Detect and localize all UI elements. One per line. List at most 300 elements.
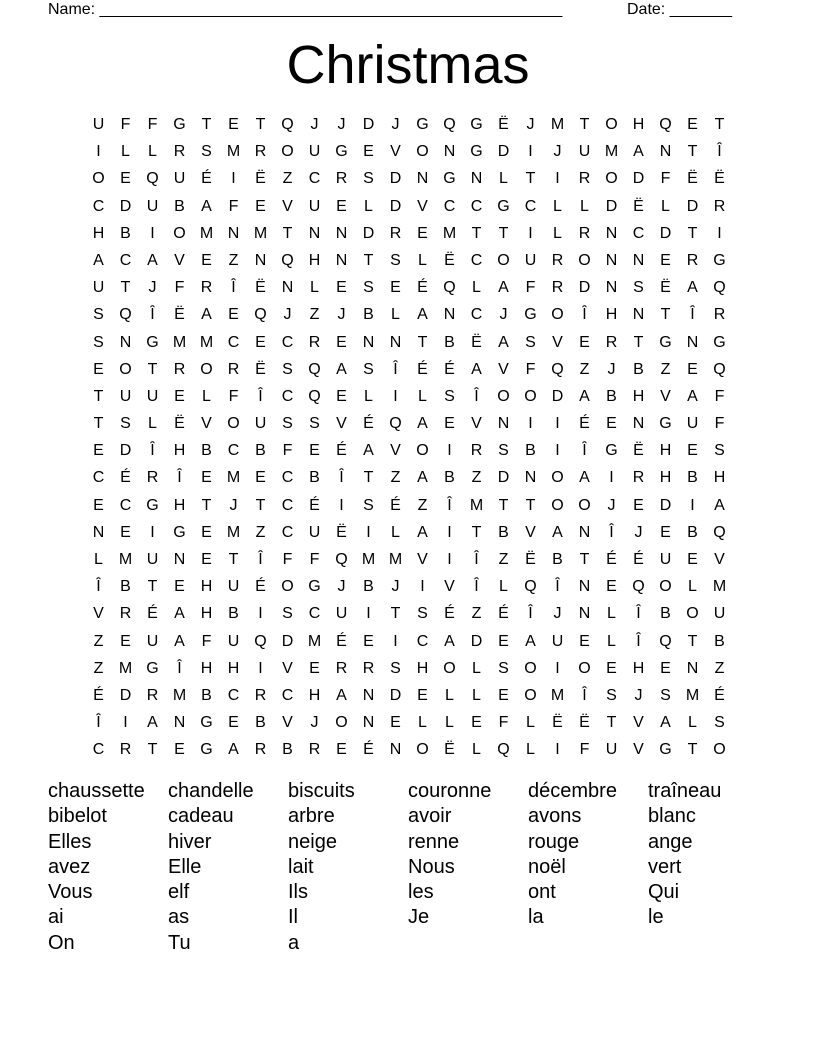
grid-letter[interactable]: F [201, 632, 212, 650]
grid-letter[interactable]: A [417, 415, 428, 433]
grid-letter[interactable]: L [499, 578, 508, 596]
grid-letter[interactable]: L [526, 741, 535, 759]
grid-letter[interactable]: I [339, 496, 344, 514]
grid-letter[interactable]: E [660, 251, 671, 269]
grid-letter[interactable]: O [416, 442, 429, 460]
grid-letter[interactable]: J [148, 279, 157, 297]
grid-letter[interactable]: B [498, 523, 509, 541]
grid-letter[interactable]: S [282, 605, 293, 623]
grid-letter[interactable]: G [335, 143, 348, 161]
grid-letter[interactable]: A [471, 360, 482, 378]
grid-letter[interactable]: I [447, 551, 452, 568]
grid-letter[interactable]: B [201, 442, 212, 460]
grid-letter[interactable]: B [282, 741, 293, 759]
grid-letter[interactable]: M [226, 469, 241, 487]
grid-letter[interactable]: É [498, 605, 509, 623]
grid-letter[interactable]: É [120, 469, 131, 487]
grid-letter[interactable]: D [659, 224, 672, 242]
grid-letter[interactable]: I [528, 224, 533, 242]
grid-letter[interactable]: S [309, 415, 320, 433]
grid-letter[interactable]: E [363, 143, 374, 161]
grid-letter[interactable]: Î [393, 360, 398, 378]
grid-letter[interactable]: L [148, 415, 157, 433]
grid-letter[interactable]: Z [714, 659, 725, 677]
grid-letter[interactable]: N [470, 170, 483, 188]
grid-letter[interactable]: G [200, 741, 213, 759]
grid-letter[interactable]: E [444, 415, 455, 433]
grid-letter[interactable]: R [686, 251, 699, 269]
grid-letter[interactable]: O [578, 496, 591, 514]
grid-letter[interactable]: Q [443, 279, 456, 297]
grid-letter[interactable]: E [201, 469, 212, 487]
grid-letter[interactable]: D [119, 197, 132, 215]
grid-letter[interactable]: Q [281, 116, 294, 133]
grid-letter[interactable]: S [282, 415, 293, 433]
grid-letter[interactable]: A [525, 632, 536, 650]
grid-letter[interactable]: I [258, 659, 263, 677]
grid-letter[interactable]: V [471, 415, 482, 433]
grid-letter[interactable]: Z [309, 306, 320, 324]
grid-letter[interactable]: G [470, 116, 483, 133]
grid-letter[interactable]: A [714, 496, 725, 514]
grid-letter[interactable]: I [555, 659, 560, 677]
grid-letter[interactable]: T [93, 415, 104, 433]
grid-letter[interactable]: V [552, 333, 563, 351]
grid-letter[interactable]: U [686, 415, 699, 433]
grid-letter[interactable]: I [690, 496, 695, 514]
grid-letter[interactable]: V [201, 415, 212, 433]
grid-letter[interactable]: E [390, 714, 401, 732]
grid-letter[interactable]: B [174, 197, 185, 215]
grid-letter[interactable]: Q [119, 306, 132, 324]
grid-letter[interactable]: E [309, 659, 320, 677]
grid-letter[interactable]: C [227, 686, 240, 704]
grid-letter[interactable]: Q [281, 251, 294, 269]
grid-letter[interactable]: E [174, 741, 185, 759]
grid-letter[interactable]: V [633, 714, 644, 732]
grid-letter[interactable]: Z [498, 551, 509, 568]
grid-letter[interactable]: U [713, 605, 726, 623]
grid-letter[interactable]: A [93, 251, 104, 269]
grid-letter[interactable]: T [579, 116, 590, 133]
grid-letter[interactable]: U [146, 387, 159, 405]
grid-letter[interactable]: N [605, 279, 618, 297]
grid-letter[interactable]: E [471, 714, 482, 732]
grid-letter[interactable]: N [686, 659, 699, 677]
grid-letter[interactable]: J [337, 306, 346, 324]
grid-letter[interactable]: Ë [444, 741, 455, 759]
grid-letter[interactable]: O [200, 360, 213, 378]
grid-letter[interactable]: B [201, 686, 212, 704]
grid-letter[interactable]: I [231, 170, 236, 188]
grid-letter[interactable]: Q [632, 578, 645, 596]
grid-letter[interactable]: R [389, 224, 402, 242]
grid-letter[interactable]: H [605, 306, 618, 324]
grid-letter[interactable]: A [417, 469, 428, 487]
grid-letter[interactable]: T [525, 496, 536, 514]
grid-letter[interactable]: N [443, 143, 456, 161]
grid-letter[interactable]: A [174, 605, 185, 623]
grid-letter[interactable]: B [660, 605, 671, 623]
grid-letter[interactable]: Z [471, 469, 482, 487]
grid-letter[interactable]: S [417, 605, 428, 623]
grid-letter[interactable]: I [393, 632, 398, 650]
grid-letter[interactable]: E [363, 632, 374, 650]
grid-letter[interactable]: N [659, 143, 672, 161]
grid-letter[interactable]: S [633, 279, 644, 297]
grid-letter[interactable]: R [470, 442, 483, 460]
grid-letter[interactable]: M [253, 224, 268, 242]
grid-letter[interactable]: E [336, 333, 347, 351]
grid-letter[interactable]: N [443, 306, 456, 324]
grid-letter[interactable]: L [418, 251, 427, 269]
grid-letter[interactable]: B [606, 387, 617, 405]
grid-letter[interactable]: U [254, 415, 267, 433]
grid-letter[interactable]: O [119, 360, 132, 378]
grid-letter[interactable]: O [578, 251, 591, 269]
grid-letter[interactable]: V [174, 251, 185, 269]
grid-letter[interactable]: C [308, 170, 321, 188]
grid-letter[interactable]: G [524, 306, 537, 324]
grid-letter[interactable]: L [121, 143, 130, 161]
grid-letter[interactable]: Ë [471, 333, 482, 351]
grid-letter[interactable]: N [416, 170, 429, 188]
grid-letter[interactable]: D [470, 632, 483, 650]
grid-letter[interactable]: D [389, 170, 402, 188]
grid-letter[interactable]: T [390, 605, 401, 623]
grid-letter[interactable]: O [524, 659, 537, 677]
grid-letter[interactable]: I [366, 605, 371, 623]
grid-letter[interactable]: Î [690, 306, 695, 324]
grid-letter[interactable]: U [659, 551, 672, 568]
grid-letter[interactable]: H [200, 578, 213, 596]
grid-letter[interactable]: V [633, 741, 644, 759]
grid-letter[interactable]: E [336, 197, 347, 215]
grid-letter[interactable]: S [390, 659, 401, 677]
grid-letter[interactable]: E [174, 387, 185, 405]
grid-letter[interactable]: J [499, 306, 508, 324]
grid-letter[interactable]: E [660, 523, 671, 541]
grid-letter[interactable]: L [94, 551, 103, 568]
grid-letter[interactable]: E [201, 251, 212, 269]
grid-letter[interactable]: E [606, 659, 617, 677]
grid-letter[interactable]: E [228, 306, 239, 324]
grid-letter[interactable]: É [579, 415, 590, 433]
grid-letter[interactable]: Ë [498, 116, 509, 133]
grid-letter[interactable]: U [605, 741, 618, 759]
grid-letter[interactable]: L [418, 714, 427, 732]
grid-letter[interactable]: F [282, 442, 293, 460]
grid-letter[interactable]: É [363, 415, 374, 433]
grid-letter[interactable]: E [255, 333, 266, 351]
grid-letter[interactable]: Î [339, 469, 344, 487]
grid-letter[interactable]: C [281, 469, 294, 487]
grid-letter[interactable]: Q [443, 116, 456, 133]
grid-letter[interactable]: F [579, 741, 590, 759]
grid-letter[interactable]: H [173, 496, 186, 514]
grid-letter[interactable]: Q [146, 170, 159, 188]
grid-letter[interactable]: T [579, 551, 590, 568]
grid-letter[interactable]: O [497, 251, 510, 269]
grid-letter[interactable]: A [201, 197, 212, 215]
grid-letter[interactable]: H [632, 387, 645, 405]
grid-letter[interactable]: É [147, 605, 158, 623]
grid-letter[interactable]: N [578, 578, 591, 596]
grid-letter[interactable]: G [443, 170, 456, 188]
grid-letter[interactable]: R [254, 143, 267, 161]
grid-letter[interactable]: H [227, 659, 240, 677]
grid-letter[interactable]: M [712, 578, 727, 596]
grid-letter[interactable]: O [281, 578, 294, 596]
grid-letter[interactable]: Î [636, 632, 641, 650]
grid-letter[interactable]: T [147, 360, 158, 378]
grid-letter[interactable]: U [308, 523, 321, 541]
grid-letter[interactable]: L [553, 197, 562, 215]
grid-letter[interactable]: V [498, 360, 509, 378]
grid-letter[interactable]: D [551, 387, 564, 405]
grid-letter[interactable]: Î [555, 578, 560, 596]
grid-letter[interactable]: L [364, 197, 373, 215]
grid-letter[interactable]: Ë [687, 170, 698, 188]
grid-letter[interactable]: Q [524, 578, 537, 596]
grid-letter[interactable]: B [228, 605, 239, 623]
grid-letter[interactable]: Ë [660, 279, 671, 297]
grid-letter[interactable]: Î [96, 714, 101, 732]
grid-letter[interactable]: L [472, 659, 481, 677]
grid-letter[interactable]: D [686, 197, 699, 215]
grid-letter[interactable]: É [444, 360, 455, 378]
grid-letter[interactable]: B [255, 442, 266, 460]
grid-letter[interactable]: Î [609, 523, 614, 541]
grid-letter[interactable]: C [227, 442, 240, 460]
grid-letter[interactable]: E [336, 387, 347, 405]
grid-letter[interactable]: A [444, 632, 455, 650]
grid-letter[interactable]: M [226, 143, 241, 161]
grid-letter[interactable]: L [661, 197, 670, 215]
grid-letter[interactable]: E [390, 279, 401, 297]
grid-letter[interactable]: C [281, 496, 294, 514]
grid-letter[interactable]: V [282, 714, 293, 732]
grid-letter[interactable]: S [525, 333, 536, 351]
grid-letter[interactable]: Î [582, 442, 587, 460]
grid-letter[interactable]: J [607, 496, 616, 514]
grid-letter[interactable]: Z [471, 605, 482, 623]
grid-letter[interactable]: C [281, 686, 294, 704]
grid-letter[interactable]: S [363, 279, 374, 297]
grid-letter[interactable]: H [632, 116, 645, 133]
grid-letter[interactable]: Ë [174, 415, 185, 433]
grid-letter[interactable]: Î [582, 306, 587, 324]
grid-letter[interactable]: G [146, 496, 159, 514]
grid-letter[interactable]: C [443, 197, 456, 215]
grid-letter[interactable]: N [281, 279, 294, 297]
grid-letter[interactable]: M [361, 551, 376, 568]
grid-letter[interactable]: D [389, 197, 402, 215]
grid-letter[interactable]: V [390, 143, 401, 161]
grid-letter[interactable]: Î [474, 551, 479, 568]
grid-letter[interactable]: E [201, 523, 212, 541]
grid-letter[interactable]: R [308, 333, 321, 351]
grid-letter[interactable]: E [228, 116, 239, 133]
grid-letter[interactable]: E [579, 333, 590, 351]
grid-letter[interactable]: Ë [255, 170, 266, 188]
grid-letter[interactable]: E [498, 686, 509, 704]
grid-letter[interactable]: O [551, 306, 564, 324]
grid-letter[interactable]: L [607, 632, 616, 650]
grid-letter[interactable]: I [447, 442, 452, 460]
grid-letter[interactable]: G [173, 523, 186, 541]
grid-letter[interactable]: T [417, 333, 428, 351]
grid-letter[interactable]: Î [717, 143, 722, 161]
grid-letter[interactable]: R [632, 469, 645, 487]
grid-letter[interactable]: I [528, 143, 533, 161]
grid-letter[interactable]: L [526, 714, 535, 732]
grid-letter[interactable]: Q [659, 632, 672, 650]
grid-letter[interactable]: J [283, 306, 292, 324]
grid-letter[interactable]: V [444, 578, 455, 596]
grid-letter[interactable]: É [255, 578, 266, 596]
grid-letter[interactable]: N [173, 551, 186, 568]
grid-letter[interactable]: F [147, 116, 158, 133]
grid-letter[interactable]: S [498, 659, 509, 677]
grid-letter[interactable]: I [717, 224, 722, 242]
grid-letter[interactable]: V [660, 387, 671, 405]
grid-letter[interactable]: Ë [174, 306, 185, 324]
grid-letter[interactable]: H [308, 686, 321, 704]
grid-letter[interactable]: T [687, 741, 698, 759]
grid-letter[interactable]: G [173, 116, 186, 133]
grid-letter[interactable]: Ë [336, 523, 347, 541]
grid-letter[interactable]: I [420, 578, 425, 596]
grid-letter[interactable]: R [146, 469, 159, 487]
grid-letter[interactable]: B [552, 551, 563, 568]
grid-letter[interactable]: É [363, 741, 374, 759]
grid-letter[interactable]: Q [659, 116, 672, 133]
grid-letter[interactable]: M [604, 143, 619, 161]
grid-letter[interactable]: N [524, 469, 537, 487]
grid-letter[interactable]: H [659, 469, 672, 487]
grid-letter[interactable]: S [606, 686, 617, 704]
grid-letter[interactable]: U [146, 197, 159, 215]
grid-letter[interactable]: E [93, 360, 104, 378]
grid-letter[interactable]: F [120, 116, 131, 133]
grid-letter[interactable]: N [605, 251, 618, 269]
grid-letter[interactable]: T [687, 224, 698, 242]
grid-letter[interactable]: B [120, 578, 131, 596]
grid-letter[interactable]: J [337, 116, 346, 133]
grid-letter[interactable]: U [335, 605, 348, 623]
grid-letter[interactable]: S [282, 360, 293, 378]
grid-letter[interactable]: L [688, 714, 697, 732]
grid-letter[interactable]: Z [228, 251, 239, 269]
grid-letter[interactable]: N [92, 523, 105, 541]
grid-letter[interactable]: E [687, 442, 698, 460]
grid-letter[interactable]: L [391, 306, 400, 324]
grid-letter[interactable]: V [282, 659, 293, 677]
grid-letter[interactable]: E [417, 686, 428, 704]
grid-letter[interactable]: E [120, 170, 131, 188]
grid-letter[interactable]: M [199, 333, 214, 351]
grid-letter[interactable]: D [362, 116, 375, 133]
grid-letter[interactable]: G [605, 442, 618, 460]
grid-letter[interactable]: A [336, 360, 347, 378]
grid-letter[interactable]: S [201, 143, 212, 161]
grid-letter[interactable]: Ë [633, 197, 644, 215]
grid-letter[interactable]: É [201, 170, 212, 188]
grid-letter[interactable]: T [687, 143, 698, 161]
grid-letter[interactable]: Ë [255, 279, 266, 297]
grid-letter[interactable]: G [200, 714, 213, 732]
grid-letter[interactable]: É [336, 632, 347, 650]
grid-letter[interactable]: R [119, 605, 132, 623]
grid-letter[interactable]: N [686, 333, 699, 351]
grid-letter[interactable]: V [390, 442, 401, 460]
grid-letter[interactable]: D [632, 170, 645, 188]
grid-letter[interactable]: I [528, 415, 533, 433]
grid-letter[interactable]: A [228, 741, 239, 759]
grid-letter[interactable]: N [632, 306, 645, 324]
grid-letter[interactable]: I [447, 523, 452, 541]
grid-letter[interactable]: T [633, 333, 644, 351]
grid-letter[interactable]: N [497, 415, 510, 433]
grid-letter[interactable]: U [524, 251, 537, 269]
grid-letter[interactable]: A [660, 714, 671, 732]
grid-letter[interactable]: B [363, 578, 374, 596]
grid-letter[interactable]: Q [389, 415, 402, 433]
grid-letter[interactable]: T [255, 496, 266, 514]
grid-letter[interactable]: H [632, 659, 645, 677]
grid-letter[interactable]: Î [96, 578, 101, 596]
grid-letter[interactable]: T [714, 116, 725, 133]
grid-letter[interactable]: L [472, 686, 481, 704]
grid-letter[interactable]: S [363, 360, 374, 378]
grid-letter[interactable]: M [226, 523, 241, 541]
grid-letter[interactable]: H [173, 442, 186, 460]
grid-letter[interactable]: H [713, 469, 726, 487]
grid-letter[interactable]: S [660, 686, 671, 704]
grid-letter[interactable]: A [633, 143, 644, 161]
grid-letter[interactable]: I [555, 442, 560, 460]
grid-letter[interactable]: N [632, 415, 645, 433]
grid-letter[interactable]: J [310, 116, 319, 133]
grid-letter[interactable]: U [578, 143, 591, 161]
grid-letter[interactable]: T [363, 469, 374, 487]
grid-letter[interactable]: R [578, 170, 591, 188]
grid-letter[interactable]: R [362, 659, 375, 677]
grid-letter[interactable]: Î [231, 279, 236, 297]
grid-letter[interactable]: U [119, 387, 132, 405]
grid-letter[interactable]: O [605, 170, 618, 188]
grid-letter[interactable]: Z [93, 632, 104, 650]
grid-letter[interactable]: D [605, 197, 618, 215]
grid-letter[interactable]: J [553, 143, 562, 161]
grid-letter[interactable]: Q [335, 551, 348, 568]
grid-letter[interactable]: M [685, 686, 700, 704]
grid-letter[interactable]: É [336, 442, 347, 460]
grid-letter[interactable]: O [335, 714, 348, 732]
grid-letter[interactable]: Q [713, 279, 726, 297]
grid-letter[interactable]: I [150, 523, 155, 541]
grid-letter[interactable]: N [389, 741, 402, 759]
grid-letter[interactable]: F [525, 279, 536, 297]
grid-letter[interactable]: A [147, 714, 158, 732]
grid-letter[interactable]: A [687, 387, 698, 405]
grid-letter[interactable]: B [444, 333, 455, 351]
grid-letter[interactable]: S [93, 306, 104, 324]
grid-letter[interactable]: J [310, 714, 319, 732]
grid-letter[interactable]: O [497, 387, 510, 405]
grid-letter[interactable]: V [93, 605, 104, 623]
